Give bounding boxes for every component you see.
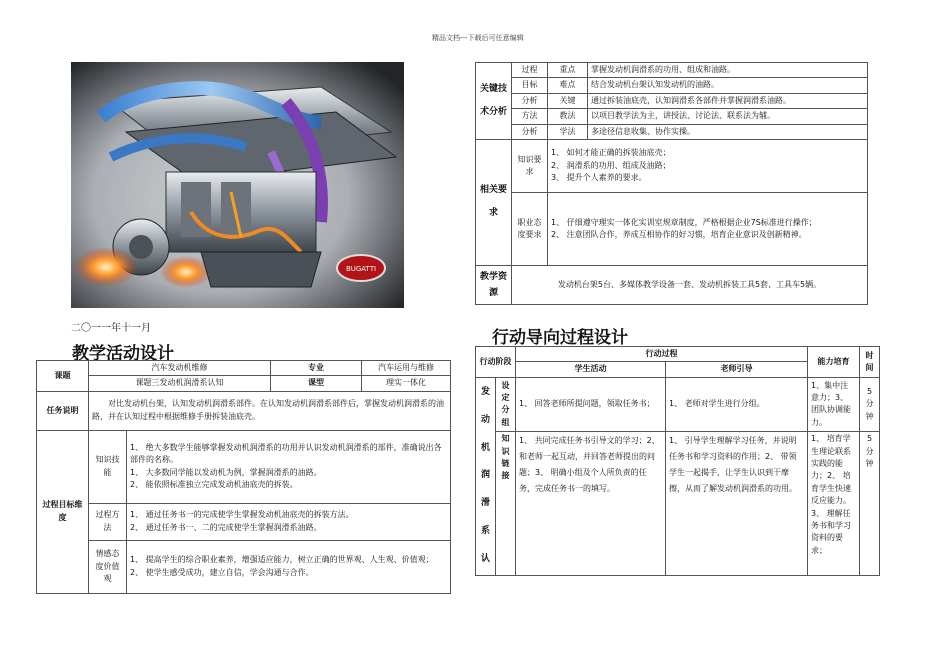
method-item: 1、 通过任务书一的完成使学生掌握发动机油底壳的拆装方法。 [130, 510, 354, 520]
stage-vertical: 发动机润滑系认 [476, 377, 496, 575]
emotion-list [127, 540, 451, 593]
row-b: 教法 [548, 109, 588, 124]
row-a: 分析 [512, 93, 548, 108]
major-label: 专业 [271, 361, 362, 376]
student-activity: 1、 回答老师所提问题，领取任务书； [516, 377, 666, 431]
type-value: 理实一体化 [362, 376, 451, 391]
teacher-guide: 1、 老师对学生进行分组。 [666, 377, 808, 431]
teacher-guide: 1、 引导学生理解学习任务，并说明任务书和学习资料的作用；2、 带领学生一起揭手，让学生认识到干摩擦，从而了解发动机润滑系的功用。 [666, 432, 808, 576]
knowledge-item: 2、 能依照标准独立完成发动机油底壳的拆装。 [130, 480, 298, 490]
topic-label: 课题 [37, 361, 89, 392]
req-pro-item: 2、 注意团队合作，养成互相协作的好习惯，培育企业意识及创新精神。 [551, 229, 807, 239]
row-c: 结合发动机台架认知发动机的油路。 [588, 78, 868, 93]
topic-line2: 课题三发动机润滑系认知 [89, 376, 271, 391]
sub-stage: 设定分组 [496, 377, 516, 431]
row-c: 掌握发动机润滑系的功用、组成和油路。 [588, 63, 868, 78]
row-b: 关键 [548, 93, 588, 108]
engine-illustration [71, 62, 404, 308]
key-tech-label: 关键技术分析 [476, 63, 512, 140]
process-label: 行动过程 [516, 347, 808, 362]
ability-cell: 1、集中注意力；3、团队协调能力。 [808, 377, 860, 431]
req-knowledge-list [548, 139, 868, 192]
resources-text: 发动机台架5台、多媒体教学设备一套、发动机拆装工具5套、工具车5辆。 [512, 265, 868, 304]
date-text: 二〇一一年十一月 [71, 323, 151, 334]
knowledge-list [127, 430, 451, 503]
row-c: 多途径信息收集、协作实操。 [588, 124, 868, 139]
knowledge-item: 1、 绝大多数学生能够掌握发动机润滑系的功用并认识发动机润滑系的部件，准确说出各部件的名称。 [130, 443, 442, 465]
row-b: 难点 [548, 78, 588, 93]
header-note: 精品文档---下载后可任意编辑 [432, 34, 524, 42]
time-cell: 5分钟 [860, 432, 880, 576]
svg-text:BUGATTI: BUGATTI [345, 265, 377, 273]
ability-cell: 1、 培育学生理论联系实践的能力；2、 培育学生快速反应能力。3、 理解任务书和学习资料的要求； [808, 432, 860, 576]
req-knowledge-item: 1、 如何才能正确的拆装油底壳； [551, 148, 671, 158]
row-b: 重点 [548, 63, 588, 78]
req-pro-item: 1、 仔细遵守理实一体化实训室规章制度，严格根据企业7S标准进行操作； [551, 217, 817, 227]
row-c: 通过拆装油底壳，认知润滑系各部件并掌握润滑系油路。 [588, 93, 868, 108]
req-knowledge-item: 2、 润滑系的功用、组成及油路； [551, 160, 671, 170]
left-title: 教学活动设计 [72, 344, 174, 364]
req-knowledge-item: 3、 提升个人素养的要求。 [551, 173, 647, 183]
emotion-label: 情感态度价值观 [89, 540, 127, 593]
sub-stage: 知识链接 [496, 432, 516, 576]
method-list [127, 503, 451, 540]
method-item: 2、 通过任务书一、二的完成使学生掌握润滑系油路。 [130, 522, 322, 532]
task-label: 任务说明 [37, 391, 89, 430]
knowledge-label: 知识技能 [89, 430, 127, 503]
teaching-design-table [36, 360, 451, 594]
topic-line1: 汽车发动机维修 [89, 361, 271, 376]
emotion-item: 2、 使学生感受成功，建立自信，学会沟通与合作。 [130, 567, 314, 577]
student-activity: 1、 共同完成任务书引导文的学习；2、 和老师一起互动，并回答老师提出的问题；3、 明确小组及个人所负责的任务，完成任务书一的填写。 [516, 432, 666, 576]
time-cell: 5分钟 [860, 377, 880, 431]
action-process-table [475, 346, 880, 576]
req-pro-list [548, 192, 868, 265]
resources-label: 教学资源 [476, 265, 512, 304]
teacher-label: 老师引导 [666, 362, 808, 377]
task-text: 对比发动机台架，认知发动机润滑系部件。在认知发动机润滑系部件后，掌握发动机润滑系的油路，并在认知过程中根据维修手册拆装油底壳。 [89, 391, 451, 430]
row-c: 以项目教学法为主，讲授法、讨论法、联系法为辅。 [588, 109, 868, 124]
student-label: 学生活动 [516, 362, 666, 377]
key-analysis-table [475, 62, 868, 305]
emotion-item: 1、 提高学生的综合职业素养，增强适应能力，树立正确的世界观、人生观、价值观； [130, 555, 434, 565]
time-label: 时间 [860, 347, 880, 378]
knowledge-item: 1、 大多数同学能以发动机为例，掌握润滑系的油路。 [130, 467, 322, 477]
requirements-label: 相关要求 [476, 139, 512, 265]
type-label: 课型 [271, 376, 362, 391]
row-a: 分析 [512, 124, 548, 139]
row-b: 学法 [548, 124, 588, 139]
row-a: 目标 [512, 78, 548, 93]
method-label: 过程方法 [89, 503, 127, 540]
row-a: 方法 [512, 109, 548, 124]
req-pro-label: 职业态度要求 [512, 192, 548, 265]
ability-label: 能力培育 [808, 347, 860, 378]
req-knowledge-label: 知识要求 [512, 139, 548, 192]
process-goal-label: 过程目标维度 [37, 430, 89, 593]
row-a: 过程 [512, 63, 548, 78]
engine-image [71, 62, 404, 308]
stage-label: 行动阶段 [476, 347, 516, 378]
right-title: 行动导向过程设计 [492, 328, 628, 348]
major-value: 汽车运用与维修 [362, 361, 451, 376]
